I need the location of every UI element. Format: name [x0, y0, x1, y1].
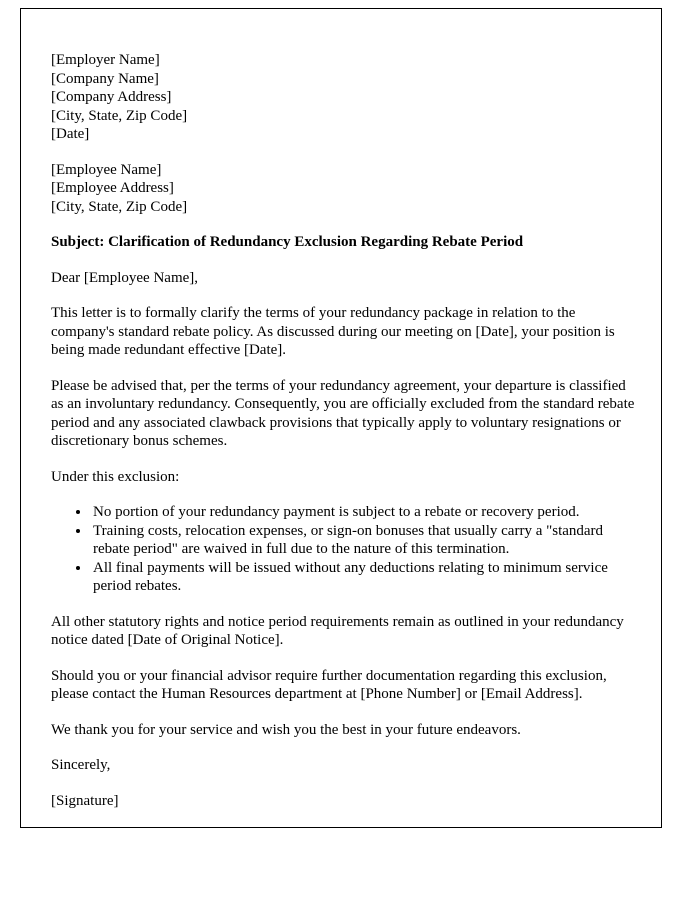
exclusion-bullet-list	[51, 503, 635, 596]
salutation: Dear [Employee Name],	[51, 269, 199, 286]
recipient-address-block	[51, 161, 635, 217]
recipient-line: [Employee Name]	[51, 161, 162, 178]
letter-date-line: [Date]	[51, 126, 90, 142]
bullet-item: • Training costs, relocation expenses, or sign-on bonuses that usually carry a "standard rebate period" are waived in full due to the nature of this termination.	[91, 522, 635, 559]
paragraph-classification: Please be advised that, per the terms of your redundancy agreement, your departure is classified as an involuntary redundancy. Consequently, you are officially excluded from the standard rebate period and any associated clawback provisions that typically apply to voluntary resignations or discretionary bonus schemes.	[51, 377, 635, 449]
closing: Sincerely,	[51, 757, 111, 773]
bullet-item: • No portion of your redundancy payment is subject to a rebate or recovery period.	[91, 503, 635, 522]
letter-content	[21, 9, 661, 810]
letter-document	[20, 8, 662, 828]
signature-placeholder: [Signature]	[51, 792, 119, 809]
exclusion-intro: Under this exclusion:	[51, 468, 180, 485]
sender-line: [Company Name]	[51, 70, 159, 87]
paragraph-thanks: We thank you for your service and wish you the best in your future endeavors.	[51, 721, 521, 738]
sender-line: [Employer Name]	[51, 52, 160, 68]
paragraph-intro: This letter is to formally clarify the terms of your redundancy package in relation to the company's standard rebate policy. As discussed during our meeting on [Date], your position is being made redundant effective [Date].	[51, 305, 615, 358]
bullet-item: • All final payments will be issued without any deductions relating to minimum service period rebates.	[91, 559, 635, 596]
sender-line: [City, State, Zip Code]	[51, 107, 188, 124]
sender-line: [Company Address]	[51, 89, 172, 105]
recipient-line: [City, State, Zip Code]	[51, 198, 188, 215]
paragraph-contact-hr: Should you or your financial advisor require further documentation regarding this exclusion, please contact the Human Resources department at [Phone Number] or [Email Address].	[51, 667, 607, 702]
paragraph-statutory-rights: All other statutory rights and notice period requirements remain as outlined in your redundancy notice dated [Date of Original Notice].	[51, 613, 624, 648]
recipient-line: [Employee Address]	[51, 180, 174, 196]
sender-address-block	[51, 51, 635, 144]
subject-line: Subject: Clarification of Redundancy Exclusion Regarding Rebate Period	[51, 234, 524, 250]
